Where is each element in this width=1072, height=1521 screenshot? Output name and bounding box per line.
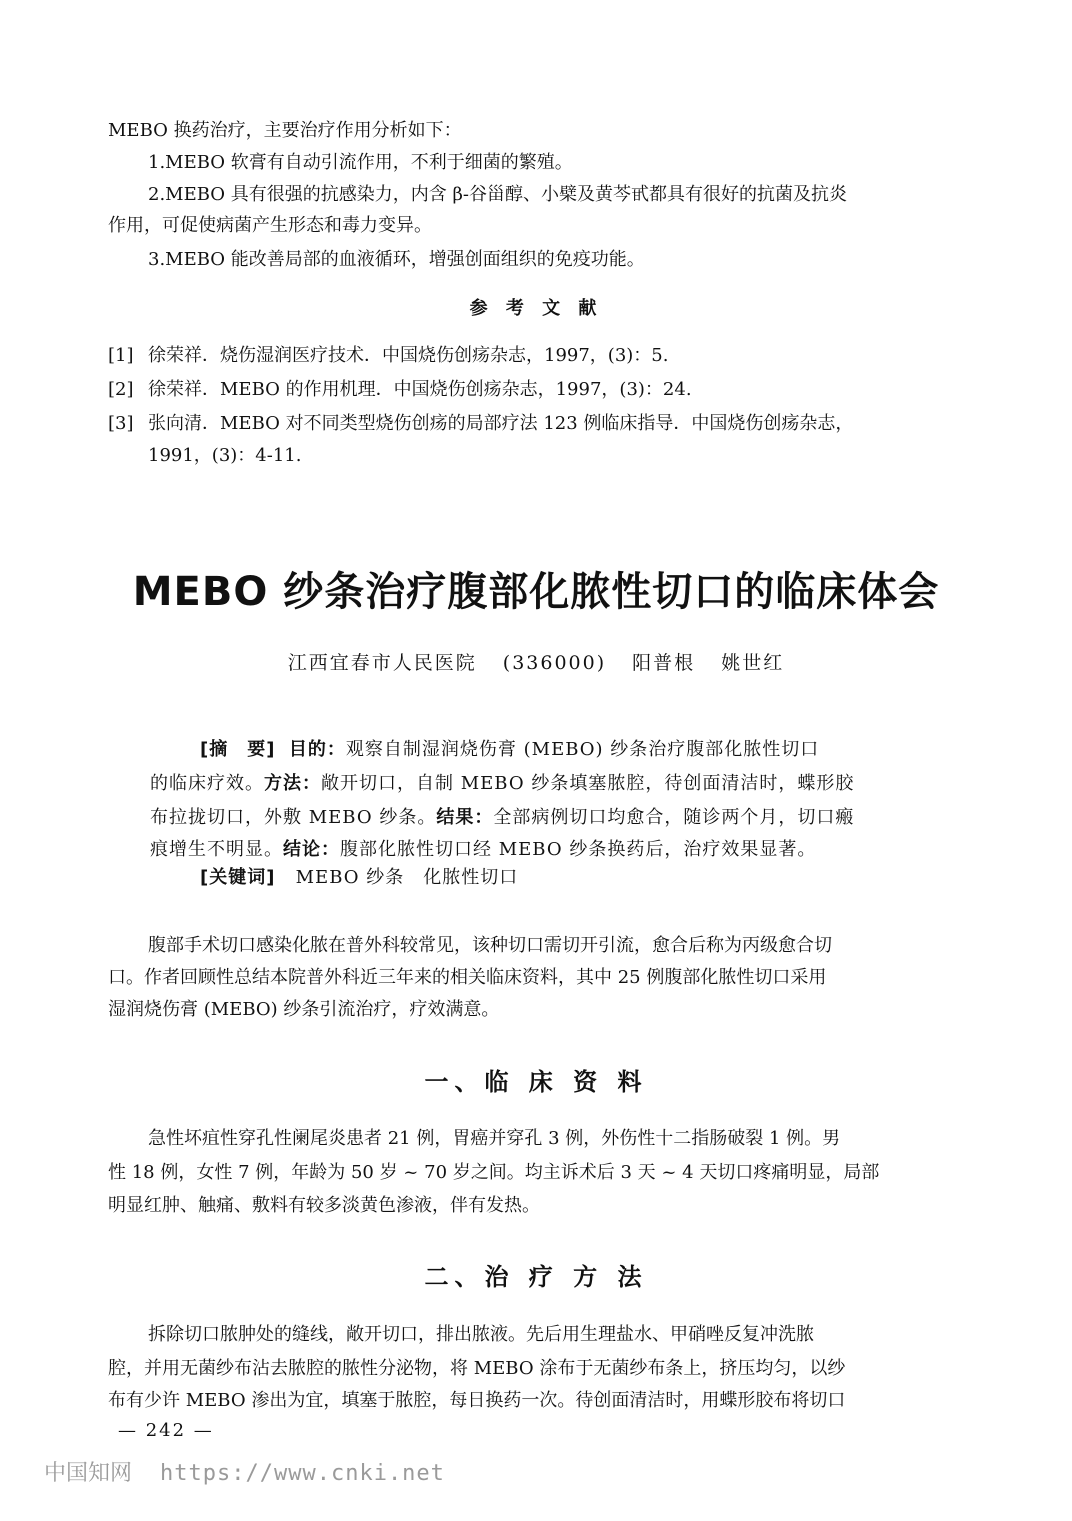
keywords-line: [200, 866, 518, 890]
top-line-5: 3.MEBO 能改善局部的血液循环，增强创面组织的免疫功能。: [148, 249, 645, 270]
reference-continuation: 1991，(3)：4-11.: [148, 445, 302, 466]
abstract-line-3: [150, 806, 854, 830]
section2-line-1: 拆除切口脓肿处的缝线，敞开切口，排出脓液。先后用生理盐水、甲硝唑反复冲洗脓: [148, 1324, 814, 1345]
result-text: 全部病例切口均愈合，随诊两个月，切口瘢: [493, 807, 855, 828]
result-cont: 痕增生不明显。: [150, 839, 283, 860]
method-label: 方法：: [264, 773, 321, 794]
top-line-4: 作用，可促使病菌产生形态和毒力变异。: [108, 215, 432, 236]
method-cont: 布拉拢切口，外敷 MEBO 纱条。: [150, 807, 437, 828]
reference-item: [108, 408, 988, 440]
section-heading-2: 二、治 疗 方 法: [424, 1263, 648, 1291]
conclusion-text: 腹部化脓性切口经 MEBO 纱条换药后，治疗效果显著。: [340, 839, 817, 860]
section-heading-1: 一、临 床 资 料: [424, 1068, 648, 1096]
section2-line-2: 腔，并用无菌纱布沾去脓腔的脓性分泌物，将 MEBO 涂布于无菌纱布条上，挤压均匀，以纱: [108, 1358, 846, 1379]
purpose-cont: 的临床疗效。: [150, 773, 264, 794]
keywords-text: MEBO 纱条 化脓性切口: [295, 867, 519, 888]
reference-text: 徐荣祥．烧伤湿润医疗技术．中国烧伤创疡杂志，1997，(3)：5.: [148, 345, 669, 366]
references-title: 参 考 文 献: [469, 298, 603, 319]
watermark-url: https://www.cnki.net: [160, 1461, 445, 1486]
top-line-2: 1.MEBO 软膏有自动引流作用，不利于细菌的繁殖。: [148, 152, 573, 173]
purpose-text: 观察自制湿润烧伤膏 (MEBO) 纱条治疗腹部化脓性切口: [345, 739, 820, 760]
article-affiliation: 江西宜春市人民医院 (336000) 阳普根 姚世红: [287, 652, 785, 674]
section2-line-3: 布有少许 MEBO 渗出为宜，填塞于脓腔，每日换药一次。待创面清洁时，用蝶形胶布将切口: [108, 1390, 846, 1411]
intro-line-3: 湿润烧伤膏 (MEBO) 纱条引流治疗，疗效满意。: [108, 999, 500, 1020]
abstract-label: [摘 要]: [200, 739, 276, 760]
result-label: 结果：: [436, 807, 494, 828]
reference-number: [1]: [108, 345, 134, 366]
intro-line-1: 腹部手术切口感染化脓在普外科较常见，该种切口需切开引流，愈合后称为丙级愈合切: [148, 935, 832, 956]
top-line-3: 2.MEBO 具有很强的抗感染力，内含 β-谷甾醇、小檗及黄芩甙都具有很好的抗菌及抗炎: [148, 184, 847, 205]
intro-line-2: 口。作者回顾性总结本院普外科近三年来的相关临床资料，其中 25 例腹部化脓性切口采用: [108, 967, 827, 988]
conclusion-label: 结论：: [283, 839, 340, 860]
abstract-line-4: [150, 838, 816, 862]
method-text: 敞开切口，自制 MEBO 纱条填塞脓腔，待创面清洁时，蝶形胶: [321, 773, 855, 794]
section1-line-2: 性 18 例，女性 7 例，年龄为 50 岁 ~ 70 岁之间。均主诉术后 3 天 ~ 4 天切口疼痛明显，局部: [108, 1162, 880, 1183]
reference-number: [3]: [108, 413, 134, 434]
watermark-cn: 中国知网: [44, 1461, 133, 1486]
abstract-line-2: [150, 772, 854, 796]
cnki-watermark: [44, 1456, 445, 1487]
section1-line-3: 明显红肿、触痛、敷料有较多淡黄色渗液，伴有发热。: [108, 1195, 540, 1216]
page-number: — 242 —: [118, 1420, 214, 1441]
reference-text: 徐荣祥．MEBO 的作用机理．中国烧伤创疡杂志，1997，(3)：24.: [148, 379, 692, 400]
reference-number: [2]: [108, 379, 134, 400]
reference-item: [108, 340, 988, 372]
abstract-line-1: [200, 738, 819, 762]
reference-item: [108, 374, 988, 406]
top-line-1: MEBO 换药治疗，主要治疗作用分析如下：: [108, 120, 462, 141]
section1-line-1: 急性坏疽性穿孔性阑尾炎患者 21 例，胃癌并穿孔 3 例，外伤性十二指肠破裂 1 例。男: [148, 1128, 841, 1149]
purpose-label: 目的：: [288, 739, 346, 760]
article-title: MEBO 纱条治疗腹部化脓性切口的临床体会: [132, 569, 940, 615]
reference-text: 张向清．MEBO 对不同类型烧伤创疡的局部疗法 123 例临床指导．中国烧伤创疡杂志，: [148, 413, 854, 434]
keywords-label: [关键词]: [200, 867, 276, 888]
